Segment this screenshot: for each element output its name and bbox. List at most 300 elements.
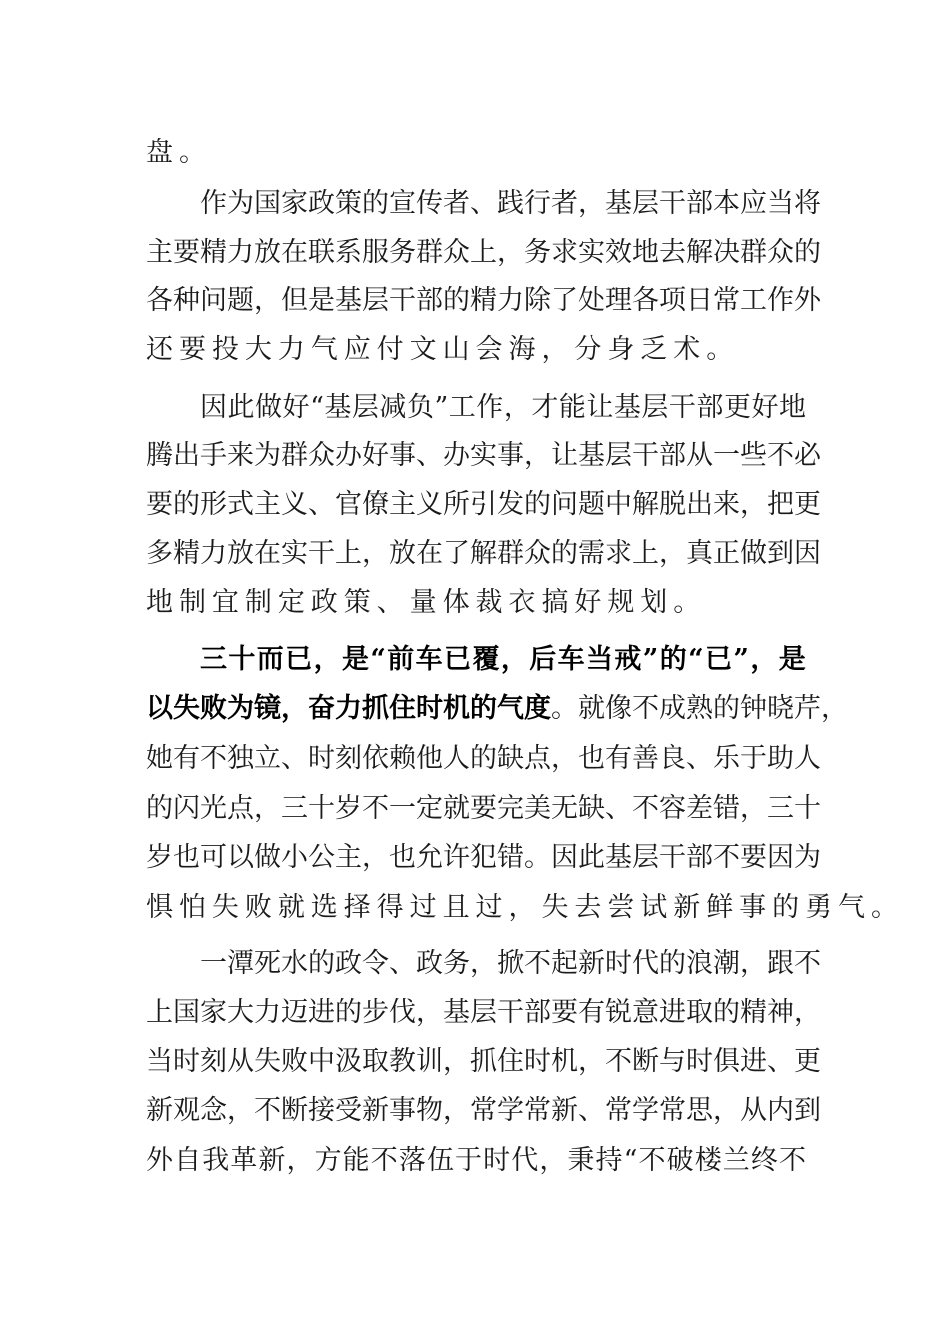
text-char: 犯 xyxy=(470,842,497,873)
text-char: “ xyxy=(310,392,324,423)
text-char: 观 xyxy=(173,1095,200,1126)
text-char: 引 xyxy=(470,489,497,520)
text-char: 学 xyxy=(632,1095,659,1126)
text-char: 刻 xyxy=(200,1046,227,1077)
text-char: 外 xyxy=(794,285,821,316)
text-char: 层 xyxy=(362,285,389,316)
text-char: 掀 xyxy=(497,948,524,979)
text-char: 死 xyxy=(254,948,281,979)
text-char: 接 xyxy=(308,1095,335,1126)
text-char: 层 xyxy=(632,188,659,219)
text-char: ， xyxy=(794,997,821,1028)
text-char: 裁 xyxy=(475,587,509,618)
text-char: 策 xyxy=(343,587,377,618)
text-char: 基 xyxy=(324,392,352,423)
text-char: 择 xyxy=(343,892,377,923)
text-char: ， xyxy=(254,285,281,316)
text-char: 她 xyxy=(146,743,173,774)
text-char: 独 xyxy=(227,743,254,774)
text-char: 有 xyxy=(605,743,632,774)
text-char: 方 xyxy=(314,1145,342,1176)
text-line xyxy=(200,180,821,228)
text-line xyxy=(146,481,821,529)
text-char: 要 xyxy=(173,237,200,268)
text-char: 。 xyxy=(178,137,212,168)
text-char: 良 xyxy=(659,743,686,774)
text-char: 浪 xyxy=(686,948,713,979)
text-char: 去 xyxy=(659,237,686,268)
text-char: 好 xyxy=(282,392,310,423)
text-char: ， xyxy=(740,948,767,979)
text-char: 破 xyxy=(666,1145,694,1176)
text-char: 从 xyxy=(686,440,713,471)
text-char: 义 xyxy=(416,489,443,520)
bold-text-char: 住 xyxy=(389,693,416,724)
text-char: 作 xyxy=(767,285,794,316)
text-char: 抓 xyxy=(470,1046,497,1077)
text-char: 力 xyxy=(254,997,281,1028)
text-char: 投 xyxy=(211,334,245,365)
text-char: 助 xyxy=(767,743,794,774)
text-char: 干 xyxy=(308,538,335,569)
text-char: 的 xyxy=(308,948,335,979)
text-char: 要 xyxy=(146,489,173,520)
text-char: 此 xyxy=(578,842,605,873)
text-char: 不 xyxy=(767,440,794,471)
text-char: 芹 xyxy=(794,693,821,724)
text-char: 起 xyxy=(551,948,578,979)
text-char: 部 xyxy=(686,842,713,873)
text-char: 时 xyxy=(605,948,632,979)
text-char: 各 xyxy=(146,285,173,316)
text-char: ， xyxy=(659,538,686,569)
text-char: 理 xyxy=(605,285,632,316)
text-char: 汲 xyxy=(335,1046,362,1077)
text-char: 脱 xyxy=(659,489,686,520)
text-char: 减 xyxy=(379,392,407,423)
text-char: 文 xyxy=(409,334,443,365)
text-char: 、 xyxy=(686,743,713,774)
text-char: ， xyxy=(227,1095,254,1126)
text-char: 日 xyxy=(686,285,713,316)
text-char: 令 xyxy=(362,948,389,979)
text-char: 此 xyxy=(227,392,255,423)
text-char: ， xyxy=(524,440,551,471)
text-char: 像 xyxy=(605,693,632,724)
text-char: ， xyxy=(578,188,605,219)
text-char: ， xyxy=(740,793,767,824)
text-char: 政 xyxy=(416,948,443,979)
text-char: 岁 xyxy=(146,842,173,873)
text-char: 新 xyxy=(578,948,605,979)
text-char: 解 xyxy=(686,237,713,268)
text-char: 一 xyxy=(389,793,416,824)
text-char: 从 xyxy=(740,1095,767,1126)
text-char: 且 xyxy=(442,892,476,923)
text-char: 事 xyxy=(739,892,773,923)
text-char: 官 xyxy=(335,489,362,520)
text-char: 、 xyxy=(376,587,410,618)
text-char: 还 xyxy=(146,334,179,365)
text-char: 缺 xyxy=(578,793,605,824)
text-char: 。 xyxy=(706,334,740,365)
text-char: 盘 xyxy=(146,137,179,168)
text-line xyxy=(146,685,848,733)
text-char: 学 xyxy=(497,1095,524,1126)
text-char: 分 xyxy=(574,334,608,365)
text-char: 宜 xyxy=(211,587,245,618)
text-char: 本 xyxy=(713,188,740,219)
text-line xyxy=(146,432,821,480)
text-char: 力 xyxy=(227,237,254,268)
bold-text-char: 前 xyxy=(387,644,415,675)
text-char: 地 xyxy=(146,587,179,618)
text-char: 时 xyxy=(173,1046,200,1077)
text-char: 制 xyxy=(178,587,212,618)
text-char: 乐 xyxy=(713,743,740,774)
text-char: 联 xyxy=(308,237,335,268)
text-char: 做 xyxy=(255,392,283,423)
text-char: 错 xyxy=(713,793,740,824)
text-char: 物 xyxy=(416,1095,443,1126)
text-char: ， xyxy=(362,842,389,873)
text-char: 决 xyxy=(713,237,740,268)
text-char: 进 xyxy=(308,997,335,1028)
text-char: 选 xyxy=(310,892,344,923)
text-line xyxy=(146,530,821,578)
text-char: 基 xyxy=(578,440,605,471)
text-char: 在 xyxy=(416,538,443,569)
text-char: 国 xyxy=(173,997,200,1028)
text-char: 放 xyxy=(227,538,254,569)
text-char: 义 xyxy=(281,489,308,520)
text-char: 的 xyxy=(443,285,470,316)
text-char: 与 xyxy=(659,1046,686,1077)
text-char: 的 xyxy=(335,997,362,1028)
bold-text-char: 度 xyxy=(524,693,551,724)
text-char: 就 xyxy=(443,793,470,824)
text-char: 力 xyxy=(497,285,524,316)
text-char: 干 xyxy=(659,188,686,219)
text-char: 他 xyxy=(416,743,443,774)
text-char: 、 xyxy=(416,440,443,471)
text-char: 部 xyxy=(524,997,551,1028)
bold-text-char: 后 xyxy=(529,644,557,675)
text-char: 工 xyxy=(448,392,476,423)
text-char: 伐 xyxy=(389,997,416,1028)
text-char: 僚 xyxy=(362,489,389,520)
text-char: 要 xyxy=(551,997,578,1028)
text-char: 腾 xyxy=(146,440,173,471)
bold-text-char: 失 xyxy=(173,693,200,724)
text-char: 常 xyxy=(524,1095,551,1126)
text-char: 人 xyxy=(443,743,470,774)
text-char: 代 xyxy=(632,948,659,979)
text-char: 不 xyxy=(524,948,551,979)
text-char: 大 xyxy=(244,334,278,365)
text-char: 实 xyxy=(470,440,497,471)
text-char: 的 xyxy=(772,892,806,923)
text-line xyxy=(146,277,821,325)
text-char: 外 xyxy=(146,1145,173,1176)
text-char: 常 xyxy=(659,1095,686,1126)
text-char: 政 xyxy=(310,587,344,618)
bold-text-char: 抓 xyxy=(362,693,389,724)
text-char: 大 xyxy=(227,997,254,1028)
bold-text-char: 奋 xyxy=(308,693,335,724)
text-char: 更 xyxy=(794,489,821,520)
text-char: ， xyxy=(578,1046,605,1077)
text-char: 行 xyxy=(524,188,551,219)
text-char: ， xyxy=(541,334,575,365)
text-char: 主 xyxy=(335,842,362,873)
text-char: ， xyxy=(416,997,443,1028)
bold-text-char: 当 xyxy=(586,644,613,675)
text-char: 主 xyxy=(254,489,281,520)
text-char: 的 xyxy=(173,489,200,520)
text-char: 作 xyxy=(476,392,504,423)
text-char: 鲜 xyxy=(706,892,740,923)
text-char: 思 xyxy=(686,1095,713,1126)
text-char: ， xyxy=(713,1095,740,1126)
text-line xyxy=(146,989,821,1037)
text-char: 就 xyxy=(277,892,311,923)
text-char: 无 xyxy=(551,793,578,824)
text-char: ， xyxy=(362,538,389,569)
text-char: 气 xyxy=(838,892,871,923)
text-char: 主 xyxy=(389,489,416,520)
text-char: 。 xyxy=(551,693,578,724)
text-char: 人 xyxy=(794,743,821,774)
text-char: 定 xyxy=(277,587,311,618)
text-char: 多 xyxy=(146,538,173,569)
text-char: 持 xyxy=(595,1145,623,1176)
text-char: 去 xyxy=(574,892,608,923)
text-char: 受 xyxy=(335,1095,362,1126)
text-char: 做 xyxy=(254,842,281,873)
text-char: 住 xyxy=(497,1046,524,1077)
text-line xyxy=(200,384,806,432)
bold-text-char: 覆 xyxy=(472,644,500,675)
text-char: 的 xyxy=(713,997,740,1028)
text-char: 题 xyxy=(227,285,254,316)
text-char: 到 xyxy=(767,538,794,569)
text-char: “ xyxy=(623,1145,638,1176)
text-char: 的 xyxy=(713,693,740,724)
text-char: ， xyxy=(740,489,767,520)
text-char: 层 xyxy=(351,392,379,423)
text-char: 败 xyxy=(281,1046,308,1077)
text-char: 为 xyxy=(254,440,281,471)
text-char: 十 xyxy=(308,793,335,824)
text-char: ， xyxy=(254,793,281,824)
text-char: 将 xyxy=(794,188,821,219)
text-char: 真 xyxy=(686,538,713,569)
text-char: 时 xyxy=(483,1145,511,1176)
text-char: 来 xyxy=(227,440,254,471)
text-char: 好 xyxy=(362,440,389,471)
text-char: ， xyxy=(470,948,497,979)
text-char: 上 xyxy=(470,237,497,268)
bold-text-char: ” xyxy=(733,644,749,675)
text-char: 宣 xyxy=(389,188,416,219)
bold-text-char: 的 xyxy=(659,644,687,675)
text-char: 气 xyxy=(310,334,344,365)
text-char: 伍 xyxy=(426,1145,454,1176)
text-char: 、 xyxy=(605,793,632,824)
text-char: 跟 xyxy=(767,948,794,979)
text-char: 在 xyxy=(254,538,281,569)
text-char: 山 xyxy=(442,334,476,365)
text-char: 、 xyxy=(308,489,335,520)
text-char: 家 xyxy=(281,188,308,219)
text-line xyxy=(146,735,821,783)
text-char: 因 xyxy=(200,392,227,423)
text-char: 允 xyxy=(416,842,443,873)
bold-text-char: 以 xyxy=(146,693,173,724)
text-char: 熟 xyxy=(686,693,713,724)
text-char: 层 xyxy=(641,392,669,423)
text-char: 也 xyxy=(578,743,605,774)
text-char: 但 xyxy=(281,285,308,316)
text-line xyxy=(146,1038,821,1086)
text-char: 干 xyxy=(668,392,696,423)
text-char: 让 xyxy=(551,440,578,471)
text-char: 国 xyxy=(254,188,281,219)
text-char: 兰 xyxy=(722,1145,750,1176)
text-char: 教 xyxy=(389,1046,416,1077)
text-char: 过 xyxy=(475,892,509,923)
text-char: 以 xyxy=(227,842,254,873)
text-char: 、 xyxy=(578,1095,605,1126)
text-char: 潮 xyxy=(713,948,740,979)
text-char: 精 xyxy=(200,237,227,268)
text-char: 海 xyxy=(508,334,542,365)
bold-text-char: 已 xyxy=(705,644,733,675)
text-char: 意 xyxy=(632,997,659,1028)
text-char: 新 xyxy=(673,892,707,923)
text-char: 新 xyxy=(362,1095,389,1126)
text-line xyxy=(146,229,821,277)
text-char: 众 xyxy=(443,237,470,268)
text-char: 层 xyxy=(470,997,497,1028)
text-char: 基 xyxy=(613,392,641,423)
text-char: 上 xyxy=(146,997,173,1028)
text-char: 求 xyxy=(605,538,632,569)
text-char: 进 xyxy=(659,997,686,1028)
bold-text-char: 时 xyxy=(416,693,443,724)
text-line xyxy=(146,129,806,177)
text-char: 部 xyxy=(659,440,686,471)
bold-text-char: 十 xyxy=(228,644,256,675)
text-char: ， xyxy=(539,1145,567,1176)
text-char: 因 xyxy=(551,842,578,873)
text-char: 完 xyxy=(497,793,524,824)
text-char: 项 xyxy=(659,285,686,316)
text-char: 取 xyxy=(686,997,713,1028)
bold-text-char: 为 xyxy=(227,693,254,724)
text-char: 不 xyxy=(632,693,659,724)
text-char: 于 xyxy=(740,743,767,774)
text-char: 者 xyxy=(551,188,578,219)
text-char: 精 xyxy=(470,285,497,316)
text-char: 众 xyxy=(767,237,794,268)
text-char: 家 xyxy=(200,997,227,1028)
text-char: 力 xyxy=(200,538,227,569)
bold-text-char: 三 xyxy=(200,644,227,675)
text-char: 干 xyxy=(389,285,416,316)
text-char: 时 xyxy=(686,1046,713,1077)
text-char: 。 xyxy=(673,587,707,618)
text-char: 务 xyxy=(524,237,551,268)
text-char: 时 xyxy=(524,1046,551,1077)
text-char: 出 xyxy=(173,440,200,471)
text-char: 群 xyxy=(281,440,308,471)
bold-text-char: ， xyxy=(500,644,528,675)
text-char: 层 xyxy=(632,842,659,873)
text-char: 更 xyxy=(794,1046,821,1077)
text-char: 身 xyxy=(607,334,641,365)
text-char: 中 xyxy=(605,489,632,520)
text-char: 不 xyxy=(794,948,821,979)
text-char: 衣 xyxy=(508,587,542,618)
text-char: 。 xyxy=(524,842,551,873)
text-char: 必 xyxy=(794,440,821,471)
text-char: 断 xyxy=(632,1046,659,1077)
bold-text-char: 是 xyxy=(778,644,806,675)
text-char: 我 xyxy=(202,1145,230,1176)
text-line xyxy=(146,579,806,627)
text-char: 规 xyxy=(607,587,641,618)
text-char: 地 xyxy=(632,237,659,268)
text-char: 三 xyxy=(281,793,308,824)
bold-text-char: “ xyxy=(370,644,386,675)
text-line xyxy=(200,636,806,684)
text-char: 基 xyxy=(605,842,632,873)
text-char: 来 xyxy=(713,489,740,520)
text-char: 好 xyxy=(574,587,608,618)
text-char: 会 xyxy=(475,334,509,365)
text-char: 者 xyxy=(443,188,470,219)
text-char: 了 xyxy=(443,538,470,569)
text-char: 代 xyxy=(511,1145,539,1176)
text-char: 上 xyxy=(632,538,659,569)
text-char: 秉 xyxy=(567,1145,595,1176)
text-char: 基 xyxy=(335,285,362,316)
text-char: ， xyxy=(286,1145,314,1176)
text-char: 试 xyxy=(640,892,674,923)
text-char: 的 xyxy=(794,237,821,268)
text-char: 也 xyxy=(173,842,200,873)
text-char: 为 xyxy=(227,188,254,219)
text-char: 新 xyxy=(551,1095,578,1126)
text-char: 的 xyxy=(659,948,686,979)
text-char: 好 xyxy=(751,392,779,423)
text-char: 念 xyxy=(200,1095,227,1126)
text-char: 出 xyxy=(686,489,713,520)
bold-text-char: 力 xyxy=(335,693,362,724)
text-char: 善 xyxy=(632,743,659,774)
text-char: 应 xyxy=(343,334,377,365)
text-char: 手 xyxy=(200,440,227,471)
text-char: 不 xyxy=(638,1145,666,1176)
text-char: 解 xyxy=(470,538,497,569)
text-char: 一 xyxy=(713,440,740,471)
text-char: 正 xyxy=(713,538,740,569)
text-char: 。 xyxy=(870,892,904,923)
bold-text-char: 已 xyxy=(444,644,472,675)
text-char: 群 xyxy=(497,538,524,569)
